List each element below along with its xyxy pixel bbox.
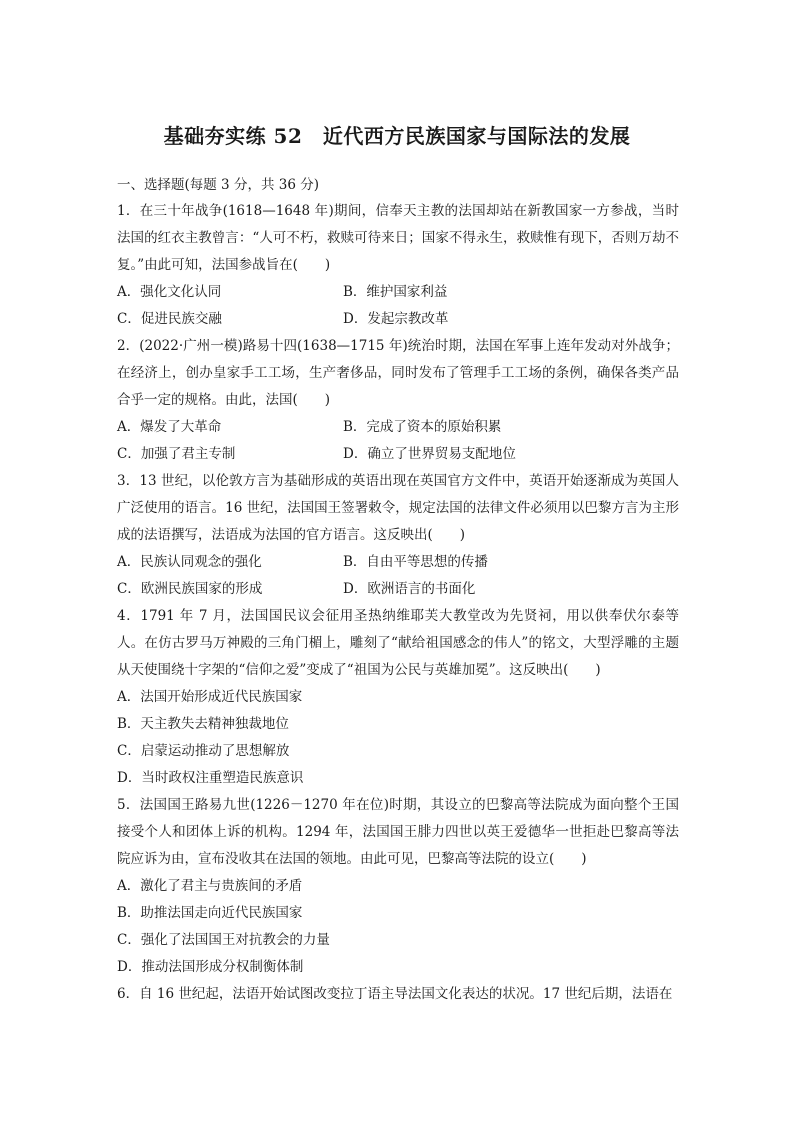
- question-4: [117, 603, 679, 792]
- option-a: A．民族认同观念的强化: [117, 554, 262, 570]
- option-c: C．加强了君主专制: [117, 446, 236, 462]
- page-title: 基础夯实练 52 近代西方民族国家与国际法的发展: [163, 124, 631, 148]
- option-c: C．强化了法国国王对抗教会的力量: [117, 932, 330, 948]
- option-row: [117, 441, 679, 468]
- option-c: C．欧洲民族国家的形成: [117, 581, 263, 597]
- question-stem: 3．13 世纪，以伦敦方言为基础形成的英语出现在英国官方文件中，英语开始逐渐成为英国人广泛使用的语言。16 世纪，法国国王签署敕令，规定法国的法律文件必须用以巴黎方言为主形成的法语撰写，法语成为法国的官方语言。这反映出( ): [117, 473, 679, 543]
- option-a: A．激化了君主与贵族间的矛盾: [117, 878, 303, 894]
- option-row: [117, 414, 679, 441]
- option-b: B．维护国家利益: [343, 284, 448, 300]
- question-1: [117, 198, 679, 333]
- option-a: A．强化文化认同: [117, 284, 222, 300]
- option-row: [117, 279, 679, 306]
- question-2: [117, 333, 679, 468]
- option-d: D．当时政权注重塑造民族意识: [117, 770, 304, 786]
- option-b: B．完成了资本的原始积累: [343, 419, 502, 435]
- question-stem: 1．在三十年战争(1618—1648 年)期间，信奉天主教的法国却站在新教国家一方参战，当时法国的红衣主教曾言：“人可不朽，救赎可待来日；国家不得永生，救赎惟有现下，否则万劫不复。”由此可知，法国参战旨在( ): [117, 203, 679, 273]
- question-6: [117, 981, 679, 1008]
- option-c: C．促进民族交融: [117, 311, 222, 327]
- question-stem: 5．法国国王路易九世(1226－1270 年在位)时期，其设立的巴黎高等法院成为面向整个王国接受个人和团体上诉的机构。1294 年，法国国王腓力四世以英王爱德华一世拒赴巴黎高等法院应诉为由，宣布没收其在法国的领地。由此可见，巴黎高等法院的设立( ): [117, 797, 679, 867]
- option-a: A．法国开始形成近代民族国家: [117, 689, 303, 705]
- question-stem: 4．1791 年 7 月，法国国民议会征用圣热纳维耶芙大教堂改为先贤祠，用以供奉伏尔泰等人。在仿古罗马万神殿的三角门楣上，雕刻了“献给祖国感念的伟人”的铭文，大型浮雕的主题从天使围绕十字架的“信仰之爱”变成了“祖国为公民与英雄加冕”。这反映出( ): [117, 608, 679, 678]
- section-heading: 一、选择题(每题 3 分，共 36 分): [117, 177, 319, 193]
- option-b: B．自由平等思想的传播: [343, 554, 488, 570]
- question-5: [117, 792, 679, 981]
- question-stem: 2．(2022·广州一模)路易十四(1638—1715 年)统治时期，法国在军事上连年发动对外战争；在经济上，创办皇家手工工场，生产奢侈品，同时发布了管理手工工场的条例，确保各类产品合乎一定的规格。由此，法国( ): [117, 338, 679, 408]
- option-b: B．助推法国走向近代民族国家: [117, 905, 303, 921]
- question-3: [117, 468, 679, 603]
- option-d: D．欧洲语言的书面化: [343, 581, 476, 597]
- option-c: C．启蒙运动推动了思想解放: [117, 743, 290, 759]
- question-list: [117, 198, 679, 1008]
- option-b: B．天主教失去精神独裁地位: [117, 716, 289, 732]
- option-d: D．推动法国形成分权制衡体制: [117, 959, 304, 975]
- option-row: [117, 549, 679, 576]
- option-row: [117, 306, 679, 333]
- option-d: D．发起宗教改革: [343, 311, 449, 327]
- option-row: [117, 576, 679, 603]
- question-stem: 6．自 16 世纪起，法语开始试图改变拉丁语主导法国文化表达的状况。17 世纪后期，法语在: [117, 986, 673, 1002]
- option-a: A．爆发了大革命: [117, 419, 222, 435]
- option-d: D．确立了世界贸易支配地位: [343, 446, 516, 462]
